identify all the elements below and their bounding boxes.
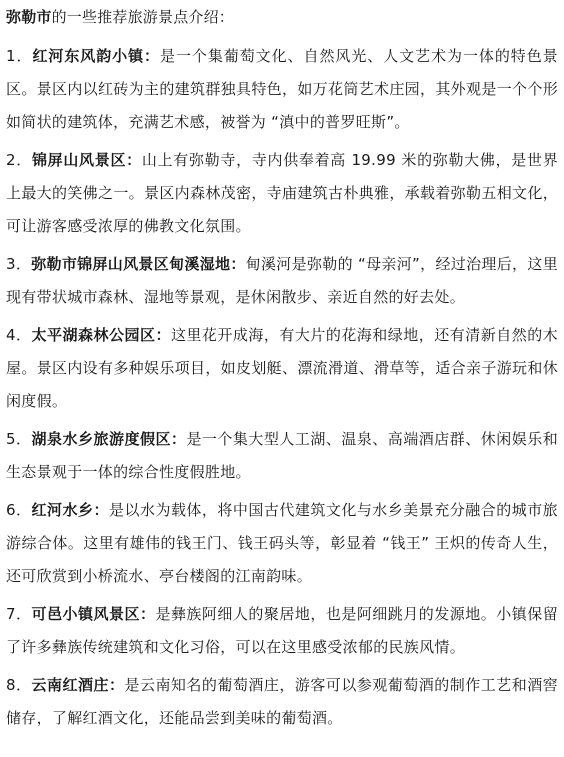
intro-line bbox=[6, 6, 558, 28]
list-item bbox=[6, 494, 558, 593]
item-description: 甸溪河是弥勒的 “母亲河”，经过治理后，这里现有带状城市森林、湿地等景观，是休闲散步、亲近自然的好去处。 bbox=[6, 255, 558, 306]
list-item bbox=[6, 319, 558, 418]
item-number: 4． bbox=[6, 326, 32, 344]
list-item bbox=[6, 40, 558, 139]
list-item bbox=[6, 423, 558, 489]
item-title: 太平湖森林公园区： bbox=[31, 326, 171, 344]
item-description: 山上有弥勒寺，寺内供奉着高 19.99 米的弥勒大佛，是世界上最大的笑佛之一。景区内森林茂密，寺庙建筑古朴典雅，承载着弥勒五相文化，可让游客感受浓厚的佛教文化氛围。 bbox=[6, 151, 558, 235]
item-number: 1． bbox=[6, 47, 33, 65]
item-title: 弥勒市锦屏山风景区甸溪湿地： bbox=[31, 255, 246, 273]
list-item bbox=[6, 144, 558, 243]
item-number: 8． bbox=[6, 676, 32, 694]
item-description: 是一个集葡萄文化、自然风光、人文艺术为一体的特色景区。景区内以红砖为主的建筑群独具特色，如万花筒艺术庄园，其外观是一个个形如简状的建筑体，充满艺术感，被誉为 “滇中的普罗旺斯”。 bbox=[6, 47, 558, 131]
document-body bbox=[6, 6, 558, 740]
item-title: 云南红酒庄： bbox=[31, 676, 125, 694]
item-description: 是云南知名的葡萄酒庄，游客可以参观葡萄酒的制作工艺和酒窖储存，了解红酒文化，还能品尝到美味的葡萄酒。 bbox=[6, 676, 558, 727]
item-description: 是彝族阿细人的聚居地，也是阿细跳月的发源地。小镇保留了许多彝族传统建筑和文化习俗，可以在这里感受浓郁的民族风情。 bbox=[6, 605, 558, 656]
item-number: 5． bbox=[6, 430, 32, 448]
item-description: 这里花开成海，有大片的花海和绿地，还有清新自然的木屋。景区内设有多种娱乐项目，如皮划艇、漂流滑道、滑草等，适合亲子游玩和休闲度假。 bbox=[6, 326, 558, 410]
list-item bbox=[6, 248, 558, 314]
item-title: 红河东风韵小镇： bbox=[32, 47, 160, 65]
item-number: 2． bbox=[6, 151, 32, 169]
item-title: 红河水乡： bbox=[31, 501, 109, 519]
item-number: 7． bbox=[6, 605, 32, 623]
item-description: 是以水为载体，将中国古代建筑文化与水乡美景充分融合的城市旅游综合体。这里有雄伟的钱王门、钱王码头等，彰显着 “钱王” 王炽的传奇人生，还可欣赏到小桥流水、亭台楼阁的江南韵味。 bbox=[6, 501, 558, 585]
intro-text: 的一些推荐旅游景点介绍： bbox=[51, 8, 235, 26]
list-item bbox=[6, 598, 558, 664]
intro-city: 弥勒市 bbox=[6, 8, 52, 26]
list-item bbox=[6, 669, 558, 735]
item-number: 3． bbox=[6, 255, 32, 273]
item-title: 湖泉水乡旅游度假区： bbox=[31, 430, 187, 448]
item-number: 6． bbox=[6, 501, 32, 519]
item-title: 可邑小镇风景区： bbox=[31, 605, 156, 623]
item-title: 锦屏山风景区： bbox=[31, 151, 142, 169]
item-description: 是一个集大型人工湖、温泉、高端酒店群、休闲娱乐和生态景观于一体的综合性度假胜地。 bbox=[6, 430, 558, 481]
